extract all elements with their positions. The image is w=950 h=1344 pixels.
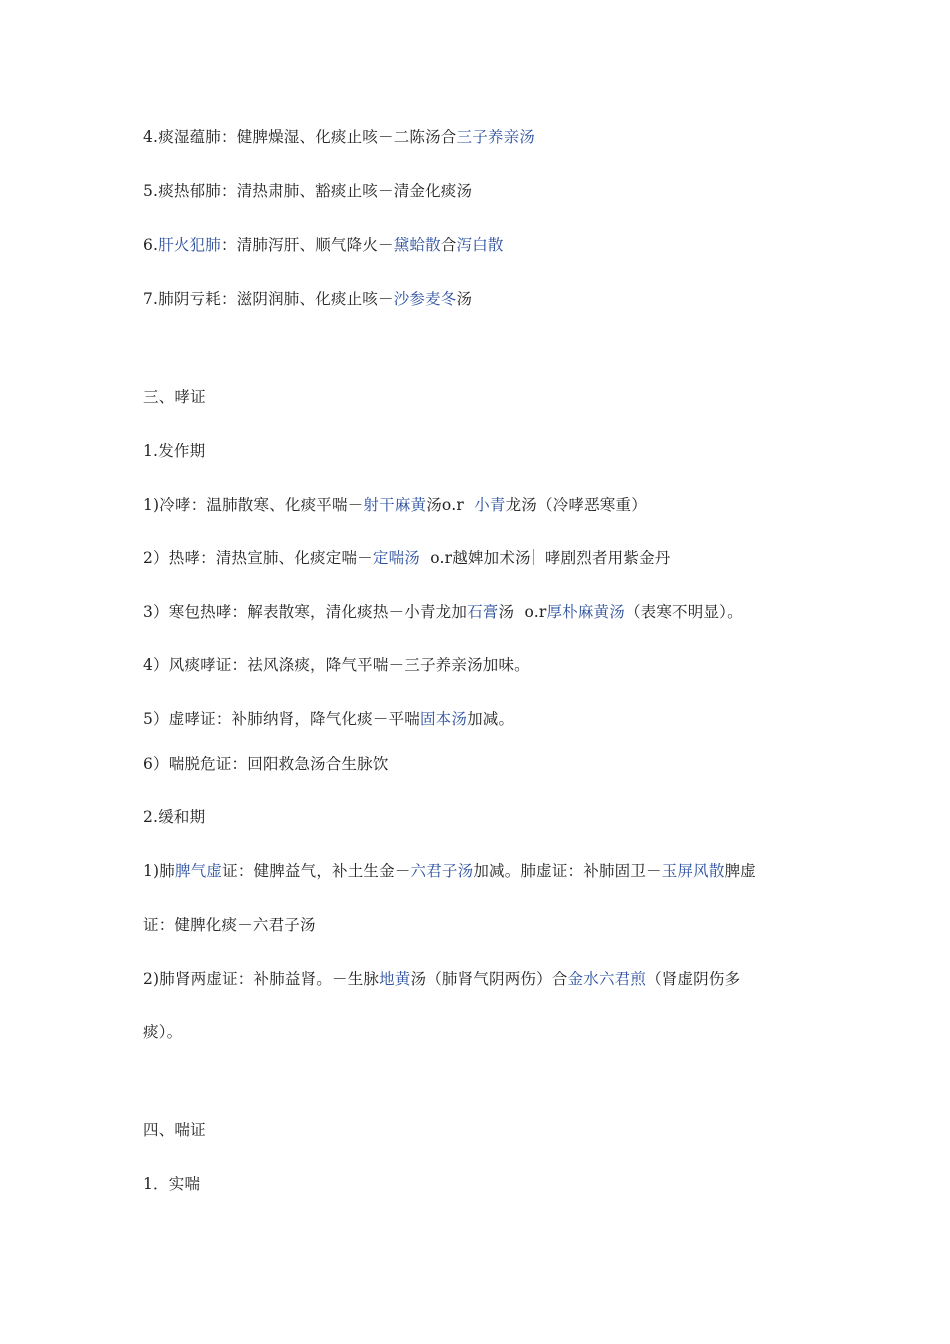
text-run: 哮剧烈者用紫金丹 [539,549,671,567]
section-heading-chuanzheng [143,1120,206,1140]
hyperlink[interactable]: 金水六君煎 [567,970,647,988]
text-run: （表寒不明显）。 [624,603,743,621]
text-run: 证：健脾化痰－六君子汤 [143,916,316,934]
text-run: 2.缓和期 [143,808,206,826]
text-line-feipi-qixu [143,861,756,881]
text-run: 加减。肺虚证：补肺固卫－ [473,862,662,880]
hyperlink[interactable]: 肝火犯肺 [158,236,222,254]
text-run: 证：健脾益气，补土生金－ [222,862,411,880]
text-run: （肾虚阴伤多 [646,970,741,988]
hyperlink[interactable]: 六君子汤 [410,862,474,880]
text-line-tanre-yufei [143,181,472,201]
text-run: 四、喘证 [143,1121,206,1139]
text-line-lengxiao [143,495,647,515]
text-run: 1．实喘 [143,1175,201,1193]
text-line-ganhuo-fanfei [143,235,504,255]
text-run: 7.肺阴亏耗：滋阴润肺、化痰止咳－ [143,290,394,308]
text-run: 1)冷哮：温肺散寒、化痰平喘－ [143,496,364,514]
hyperlink[interactable]: 泻白散 [456,236,504,254]
hyperlink[interactable]: 定喘汤 [372,549,420,567]
text-run: 4）风痰哮证：祛风涤痰，降气平喘－三子养亲汤加味。 [143,656,530,674]
text-run: 1.发作期 [143,442,206,460]
text-run: 2）热哮：清热宣肺、化痰定喘－ [143,549,373,567]
hyperlink[interactable]: 地黄 [379,970,411,988]
text-run: 龙汤（冷哮恶寒重） [505,496,647,514]
text-run: 合 [440,236,457,254]
text-run: 6. [143,236,159,254]
text-run: 汤o.r [426,496,475,514]
hyperlink[interactable]: 固本汤 [419,710,468,728]
text-line-xuxiao [143,709,514,729]
section-heading-xiaozheng [143,387,206,407]
text-run: 汤（肺肾气阴两伤）合 [410,970,568,988]
text-run: 6）喘脱危证：回阳救急汤合生脉饮 [143,755,389,773]
hyperlink[interactable]: 三子养亲汤 [456,128,536,146]
hyperlink[interactable]: 射干麻黄 [363,496,427,514]
hyperlink[interactable]: 沙参麦冬 [393,290,457,308]
text-run: 三、哮证 [143,388,206,406]
text-run: 3）寒包热哮：解表散寒，清化痰热－小青龙加 [143,603,468,621]
text-cursor [533,549,534,565]
subheading-shichuan [143,1174,200,1194]
text-run: 痰）。 [143,1023,183,1041]
text-run: o.r越婢加术汤 [419,549,531,567]
text-line-feishen-liangxu [143,969,740,989]
text-line-fengtan-xiao [143,655,530,675]
hyperlink[interactable]: 脾气虚 [175,862,223,880]
text-run: 汤 [456,290,473,308]
text-line-feipi-qixu-cont [143,915,316,935]
subheading-fazuoqi [143,441,205,461]
text-run: 脾虚 [724,862,756,880]
text-run: 5.痰热郁肺：清热肃肺、豁痰止咳－清金化痰汤 [143,182,473,200]
text-line-tanshi-yunfei [143,127,535,147]
text-run: 2)肺肾两虚证：补肺益肾。－生脉 [143,970,380,988]
subheading-huanheqi [143,807,205,827]
text-run: 4.痰湿蕴肺：健脾燥湿、化痰止咳－二陈汤合 [143,128,457,146]
text-run: 5）虚哮证：补肺纳肾，降气化痰－平喘 [143,710,420,728]
text-run: 1)肺 [143,862,176,880]
text-line-feishen-cont [143,1022,182,1042]
hyperlink[interactable]: 石膏 [467,603,499,621]
hyperlink[interactable]: 玉屏风散 [661,862,725,880]
text-run: 汤 o.r [498,603,547,621]
text-line-hanbao-rexiao [143,602,743,622]
hyperlink[interactable]: 小青 [474,496,506,514]
hyperlink[interactable]: 厚朴麻黄汤 [546,603,625,621]
text-line-rexiao [143,548,670,568]
hyperlink[interactable]: 黛蛤散 [393,236,441,254]
text-run: ：清肺泻肝、顺气降火－ [221,236,394,254]
text-line-feiyin-kuihao [143,289,472,309]
text-run: 加减。 [467,710,515,728]
text-line-chuantuo [143,754,389,774]
